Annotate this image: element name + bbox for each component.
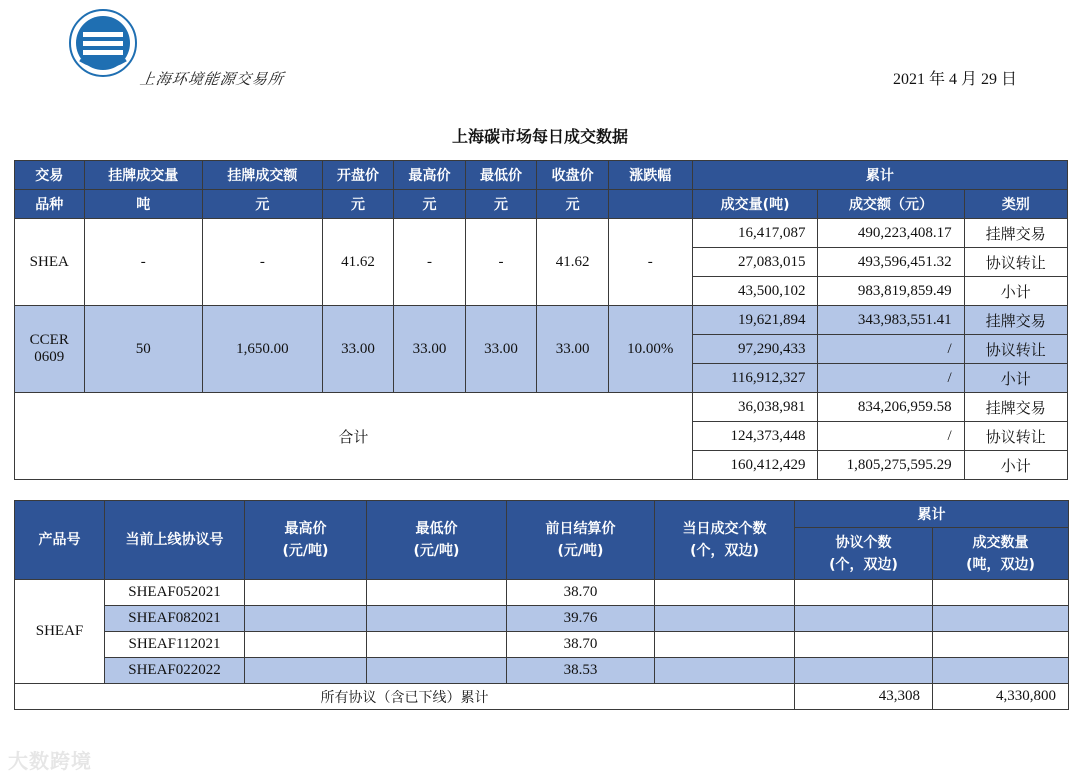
cell-cum-volume: 43,500,102: [692, 277, 818, 306]
logo-wordmark: 上海环境能源交易所: [138, 72, 285, 88]
cell-amount: 1,650.00: [203, 306, 323, 393]
cell-cum-amount: 1,805,275,595.29: [818, 451, 964, 480]
cell-volume: -: [84, 219, 203, 306]
header-daily-count-l2: (个，双边): [690, 543, 759, 559]
header-high-price: [245, 501, 367, 580]
header-low-price-l2: (元/吨): [413, 543, 460, 559]
cell-cum-volume: 116,912,327: [692, 364, 818, 393]
header-open: 开盘价: [322, 161, 394, 190]
unit-volume: 吨: [84, 190, 203, 219]
cell-daily-count: [655, 658, 795, 684]
total-label: 合计: [15, 393, 693, 480]
header-category: 类别: [964, 190, 1067, 219]
cell-settle-price: 38.53: [507, 658, 655, 684]
cell-open: 41.62: [322, 219, 394, 306]
all-agreements-total-label: 所有协议（含已下线）累计: [15, 684, 795, 710]
exchange-logo-icon: [68, 8, 138, 78]
cell-open: 33.00: [322, 306, 394, 393]
cell-agreement-count: [795, 606, 933, 632]
cell-high: 33.00: [394, 306, 466, 393]
cell-daily-count: [655, 632, 795, 658]
total-trade-qty: 4,330,800: [933, 684, 1069, 710]
product-ccer: [15, 306, 85, 393]
header-product-code: 产品号: [15, 501, 105, 580]
header-daily-count-l1: 当日成交个数: [682, 521, 767, 537]
total-agreement-count: 43,308: [795, 684, 933, 710]
header-product: 交易: [15, 161, 85, 190]
cell-close: 41.62: [537, 219, 609, 306]
cell-cum-amount: 490,223,408.17: [818, 219, 964, 248]
cell-agreement-id: SHEAF112021: [105, 632, 245, 658]
header-low-price-l1: 最低价: [415, 521, 458, 537]
cell-category: 挂牌交易: [964, 219, 1067, 248]
cell-low: -: [465, 219, 537, 306]
table1-header-row: [15, 161, 1068, 190]
cell-category: 挂牌交易: [964, 393, 1067, 422]
cell-cum-volume: 19,621,894: [692, 306, 818, 335]
unit-amount: 元: [203, 190, 323, 219]
unit-change: [608, 190, 692, 219]
header-high-price-l2: (元/吨): [282, 543, 329, 559]
cell-volume: 50: [84, 306, 203, 393]
cell-cum-volume: 97,290,433: [692, 335, 818, 364]
header-close: 收盘价: [537, 161, 609, 190]
sheaf-futures-table: [14, 500, 1069, 710]
header-cumulative2: 累计: [795, 501, 1069, 528]
cell-settle-price: 39.76: [507, 606, 655, 632]
header-settle-price-l2: (元/吨): [557, 543, 604, 559]
cell-category: 挂牌交易: [964, 306, 1067, 335]
table-row: [15, 219, 1068, 248]
cell-settle-price: 38.70: [507, 580, 655, 606]
unit-open: 元: [322, 190, 394, 219]
cell-high-price: [245, 606, 367, 632]
cell-agreement-count: [795, 580, 933, 606]
cell-category: 协议转让: [964, 335, 1067, 364]
page-title: 上海碳市场每日成交数据: [451, 127, 628, 146]
cell-trade-qty: [933, 606, 1069, 632]
table1-subheader-row: [15, 190, 1068, 219]
table-row: [15, 306, 1068, 335]
header-settle-price-l1: 前日结算价: [545, 521, 616, 537]
cell-high-price: [245, 632, 367, 658]
product-ccer-line2: 0609: [34, 349, 65, 365]
cell-cum-amount: 834,206,959.58: [818, 393, 964, 422]
header-cum-volume: 成交量(吨): [692, 190, 818, 219]
header-agreement-count-l2: (个，双边): [829, 556, 898, 573]
product-shea: SHEA: [15, 219, 85, 306]
header-trade-qty-l1: 成交数量: [972, 534, 1029, 551]
cell-change: 10.00%: [608, 306, 692, 393]
header-agreement-id: 当前上线协议号: [105, 501, 245, 580]
header-settle-price: [507, 501, 655, 580]
cell-low-price: [367, 632, 507, 658]
cell-daily-count: [655, 606, 795, 632]
header-cumulative: 累计: [692, 161, 1067, 190]
header-cum-amount: 成交额（元）: [818, 190, 964, 219]
cell-cum-volume: 27,083,015: [692, 248, 818, 277]
header-listed-amount: 挂牌成交额: [203, 161, 323, 190]
header-trade-qty-l2: (吨，双边): [966, 556, 1035, 573]
cell-agreement-count: [795, 632, 933, 658]
header-agreement-count-l1: 协议个数: [835, 534, 892, 551]
cell-cum-amount: 493,596,451.32: [818, 248, 964, 277]
cell-agreement-id: SHEAF022022: [105, 658, 245, 684]
table-row: [15, 658, 1069, 684]
subheader-product: 品种: [15, 190, 85, 219]
unit-low: 元: [465, 190, 537, 219]
cell-cum-amount: 343,983,551.41: [818, 306, 964, 335]
report-date: 2021 年 4 月 29 日: [893, 71, 1018, 88]
table-row: [15, 393, 1068, 422]
header-agreement-count: [795, 528, 933, 580]
cell-trade-qty: [933, 632, 1069, 658]
cell-change: -: [608, 219, 692, 306]
cell-category: 小计: [964, 277, 1067, 306]
product-ccer-line1: CCER: [29, 332, 69, 348]
cell-agreement-id: SHEAF082021: [105, 606, 245, 632]
cell-close: 33.00: [537, 306, 609, 393]
cell-daily-count: [655, 580, 795, 606]
watermark: 大数跨境: [8, 749, 92, 773]
unit-high: 元: [394, 190, 466, 219]
table-row: [15, 684, 1069, 710]
cell-cum-volume: 124,373,448: [692, 422, 818, 451]
product-sheaf: SHEAF: [15, 580, 105, 684]
cell-amount: -: [203, 219, 323, 306]
header-high-price-l1: 最高价: [284, 521, 327, 537]
header-high: 最高价: [394, 161, 466, 190]
header-daily-count: [655, 501, 795, 580]
cell-low-price: [367, 606, 507, 632]
cell-high-price: [245, 580, 367, 606]
cell-cum-volume: 160,412,429: [692, 451, 818, 480]
cell-high: -: [394, 219, 466, 306]
cell-cum-amount: /: [818, 422, 964, 451]
unit-close: 元: [537, 190, 609, 219]
cell-cum-amount: /: [818, 364, 964, 393]
cell-cum-volume: 16,417,087: [692, 219, 818, 248]
cell-agreement-count: [795, 658, 933, 684]
cell-category: 协议转让: [964, 248, 1067, 277]
cell-low-price: [367, 580, 507, 606]
cell-category: 小计: [964, 451, 1067, 480]
cell-cum-amount: 983,819,859.49: [818, 277, 964, 306]
cell-cum-amount: /: [818, 335, 964, 364]
table2-header-row: [15, 501, 1069, 528]
cell-settle-price: 38.70: [507, 632, 655, 658]
cell-trade-qty: [933, 658, 1069, 684]
cell-low-price: [367, 658, 507, 684]
cell-agreement-id: SHEAF052021: [105, 580, 245, 606]
cell-trade-qty: [933, 580, 1069, 606]
cell-high-price: [245, 658, 367, 684]
table-row: [15, 632, 1069, 658]
cell-category: 协议转让: [964, 422, 1067, 451]
cell-cum-volume: 36,038,981: [692, 393, 818, 422]
table-row: [15, 580, 1069, 606]
header-trade-qty: [933, 528, 1069, 580]
header-low: 最低价: [465, 161, 537, 190]
header-low-price: [367, 501, 507, 580]
header-listed-volume: 挂牌成交量: [84, 161, 203, 190]
daily-trading-table: [14, 160, 1068, 480]
table-row: [15, 606, 1069, 632]
header-change: 涨跌幅: [608, 161, 692, 190]
cell-category: 小计: [964, 364, 1067, 393]
cell-low: 33.00: [465, 306, 537, 393]
